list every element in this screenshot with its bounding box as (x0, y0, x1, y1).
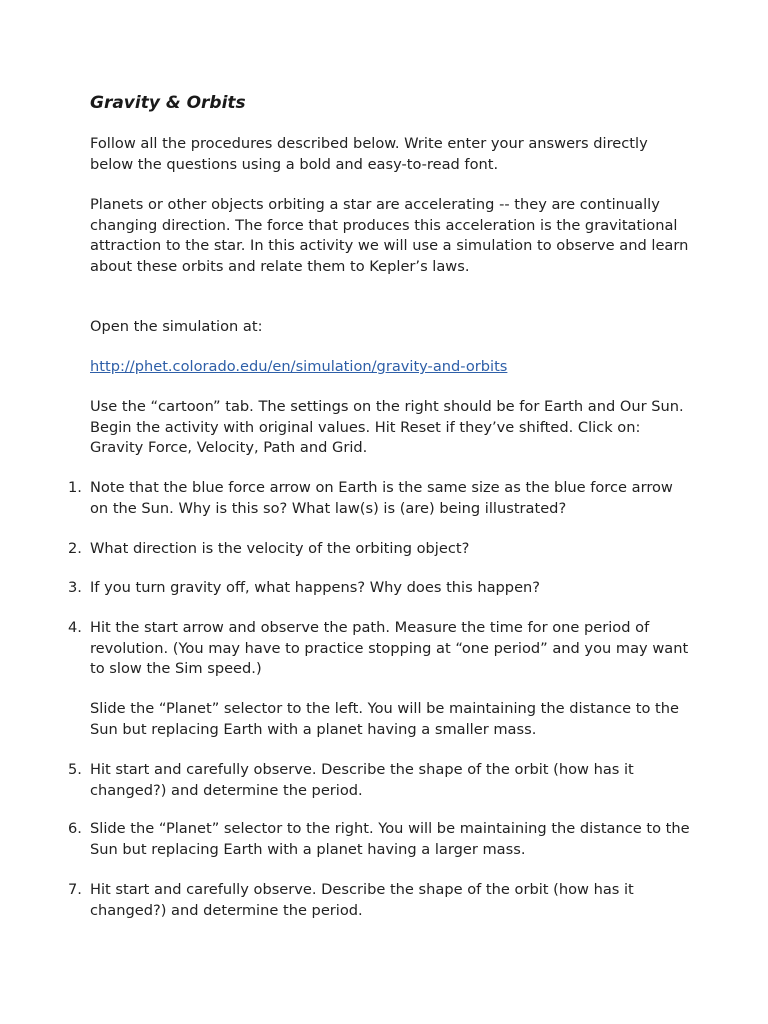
open-simulation-text: Open the simulation at: (90, 318, 263, 335)
question-number: 5. (68, 761, 82, 778)
question-number: 2. (68, 540, 82, 557)
question-number: 6. (68, 820, 82, 837)
question-item (68, 760, 690, 801)
question-item (68, 819, 690, 860)
document-title: Gravity & Orbits (90, 93, 246, 113)
simulation-link[interactable]: http://phet.colorado.edu/en/simulation/gravity-and-orbits (90, 358, 508, 375)
background-paragraph: Planets or other objects orbiting a star are accelerating -- they are continually changing direction. The force that produces this acceleration is the gravitational attraction to the star. In this activity we will use a simulation to observe and learn about these orbits and relate them to Kepler’s laws. (90, 196, 689, 275)
question-item (68, 618, 690, 680)
question-item (68, 578, 690, 599)
question-item (68, 478, 690, 519)
question-text: Slide the “Planet” selector to the right. You will be maintaining the distance to the Sun but replacing Earth with a planet having a larger mass. (90, 820, 690, 858)
question-text: Hit start and carefully observe. Describe the shape of the orbit (how has it changed?) and determine the period. (90, 761, 634, 799)
question-item (68, 539, 690, 560)
question-text: Note that the blue force arrow on Earth is the same size as the blue force arrow on the Sun. Why is this so? What law(s) is (are) being illustrated? (90, 479, 673, 517)
intro-paragraph: Follow all the procedures described below. Write enter your answers directly below the questions using a bold and easy-to-read font. (90, 135, 648, 173)
question-item (68, 880, 690, 921)
question-text: Hit start and carefully observe. Describe the shape of the orbit (how has it changed?) and determine the period. (90, 881, 634, 919)
settings-paragraph: Use the “cartoon” tab. The settings on the right should be for Earth and Our Sun. Begin the activity with original values. Hit Reset if they’ve shifted. Click on: Gravity Force, Velocity, Path and Grid. (90, 398, 684, 457)
slide-left-paragraph: Slide the “Planet” selector to the left. You will be maintaining the distance to the Sun but replacing Earth with a planet having a smaller mass. (90, 700, 679, 738)
question-text: Hit the start arrow and observe the path. Measure the time for one period of revolution. (You may have to practice stopping at “one period” and you may want to slow the Sim speed.) (90, 619, 689, 678)
question-text: If you turn gravity off, what happens? Why does this happen? (90, 579, 541, 596)
question-text: What direction is the velocity of the orbiting object? (90, 540, 470, 557)
question-number: 4. (68, 619, 82, 636)
question-number: 7. (68, 881, 82, 898)
question-number: 1. (68, 479, 82, 496)
simulation-link-paragraph (90, 357, 690, 378)
question-number: 3. (68, 579, 82, 596)
